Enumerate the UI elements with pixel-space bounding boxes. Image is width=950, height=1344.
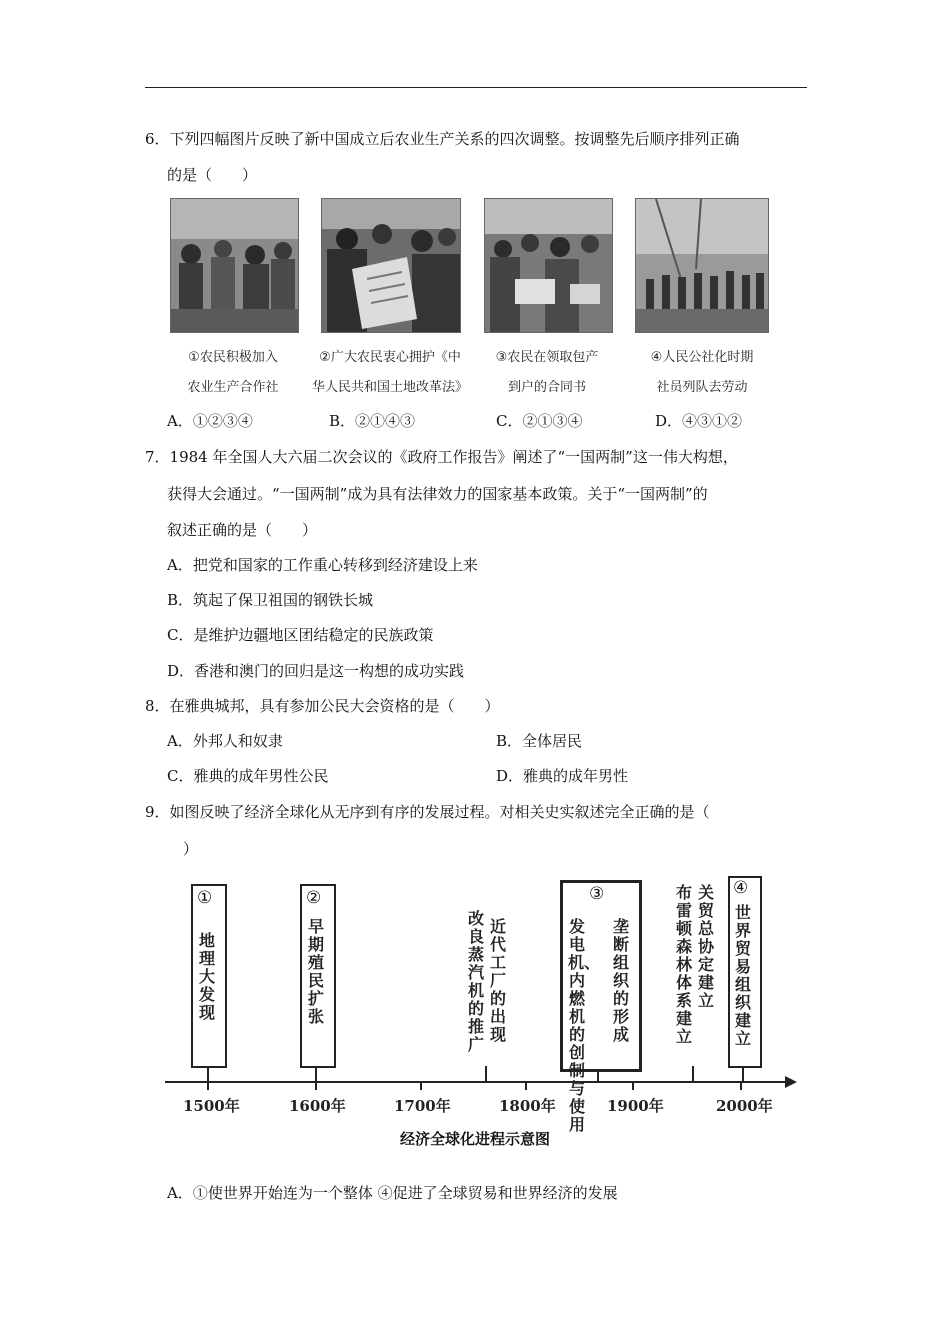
caption-1 [148,343,318,403]
caption-3 [462,343,632,403]
photo-contract [484,198,613,333]
q6-option-d[interactable]: D．④③①② [655,412,743,430]
box1-text: 地理大发现 [198,931,215,1022]
tick-1900 [632,1082,634,1090]
box3-text-monopoly: 垄断组织的形成 [612,917,629,1044]
box3-number: ③ [589,884,605,904]
q7-option-a[interactable]: A．把党和国家的工作重心转移到经济建设上来 [167,556,478,574]
label-modern-factory: 近代工厂的出现 [489,917,506,1044]
caption-4 [617,343,787,403]
label-gatt: 关贸总协定建立 [697,883,714,1010]
q7-stem-line1: 7．1984 年全国人大六届二次会议的《政府工作报告》阐述了“一国两制”这一伟大构想， [145,448,738,466]
q7-option-b[interactable]: B．筑起了保卫祖国的钢铁长城 [167,591,374,609]
year-1700: 1700年 [394,1097,451,1115]
caption-2-line1: ②广大农民衷心拥护《中 [319,350,461,365]
caption-2-line2: 华人民共和国土地改革法》 [311,380,468,395]
q6-option-b[interactable]: B．②①④③ [329,412,416,430]
q6-stem-line1: 6．下列四幅图片反映了新中国成立后农业生产关系的四次调整。按调整先后顺序排列正确 [145,130,740,148]
tick-1800 [525,1082,527,1090]
year-2000: 2000年 [716,1097,773,1115]
q9-option-a[interactable]: A．①使世界开始连为一个整体 ④促进了全球贸易和世界经济的发展 [167,1184,618,1202]
q8-stem: 8．在雅典城邦，具有参加公民大会资格的是（ ） [145,697,500,715]
tick-2000 [740,1082,742,1090]
caption-1-line2: 农业生产合作社 [187,380,279,395]
q8-option-d[interactable]: D．雅典的成年男性 [496,767,629,785]
marker-box1 [207,1066,209,1082]
photo-land-reform [321,198,461,333]
q7-option-c[interactable]: C．是维护边疆地区团结稳定的民族政策 [167,626,434,644]
q9-stem-line2: ） [183,840,199,858]
label-steam-engine: 改良蒸汽机的推广 [467,909,484,1054]
q6-option-c[interactable]: C．②①③④ [496,412,583,430]
year-1500: 1500年 [183,1097,240,1115]
q8-option-b[interactable]: B．全体居民 [496,732,583,750]
year-1800: 1800年 [499,1097,556,1115]
tick-1500 [207,1082,209,1090]
q9-stem-line1: 9．如图反映了经济全球化从无序到有序的发展过程。对相关史实叙述完全正确的是（ [145,803,710,821]
q8-option-a[interactable]: A．外邦人和奴隶 [167,732,283,750]
caption-4-line2: 社员列队去劳动 [656,380,748,395]
photo-cooperative [170,198,299,333]
box2-number: ② [306,888,322,908]
tick-1700 [420,1082,422,1090]
tick-1600 [315,1082,317,1090]
q6-stem-line2: 的是（ ） [167,166,258,184]
caption-1-line1: ①农民积极加入 [188,350,278,365]
q7-stem-line3: 叙述正确的是（ ） [167,521,318,539]
caption-2 [305,343,475,403]
header-rule [145,87,807,88]
diagram-title: 经济全球化进程示意图 [399,1130,550,1148]
marker-steam [485,1066,487,1082]
box4-number: ④ [733,878,749,898]
box3-text-tech: 发电机、内燃机的创制与使用 [568,917,601,1134]
caption-3-line2: 到户的合同书 [507,380,586,395]
q8-option-c[interactable]: C．雅典的成年男性公民 [167,767,329,785]
q7-option-d[interactable]: D．香港和澳门的回归是这一构想的成功实践 [167,662,465,680]
year-1900: 1900年 [607,1097,664,1115]
caption-3-line1: ③农民在领取包产 [495,350,599,365]
label-bretton-woods: 布雷顿森林体系建立 [675,883,692,1046]
box1-number: ① [197,888,213,908]
marker-bretton [692,1066,694,1082]
marker-box2 [315,1066,317,1082]
year-1600: 1600年 [289,1097,346,1115]
q7-stem-line2: 获得大会通过。“一国两制”成为具有法律效力的国家基本政策。关于“一国两制”的 [167,485,708,503]
axis-arrow-icon [785,1076,797,1088]
marker-box4 [742,1066,744,1082]
q6-option-a[interactable]: A．①②③④ [167,412,253,430]
box2-text: 早期殖民扩张 [307,917,324,1026]
box4-text: 世界贸易组织建立 [734,903,751,1048]
photo-commune [635,198,769,333]
caption-4-line1: ④人民公社化时期 [650,350,754,365]
